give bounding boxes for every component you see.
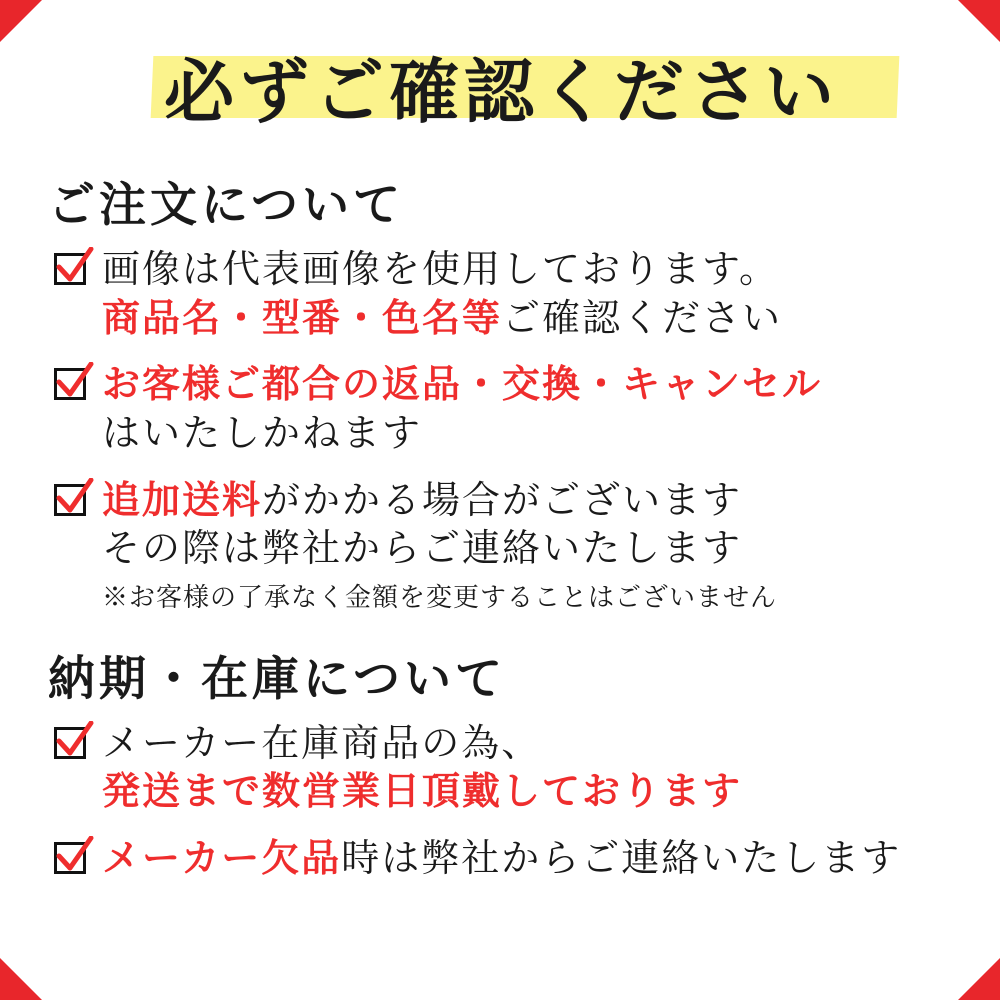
notice-item-text [102, 360, 958, 457]
notice-line [102, 409, 958, 458]
notice-item-text [102, 834, 958, 883]
body-text: その際は弊社からご連絡いたします [102, 526, 743, 571]
body-text: ご確認ください [502, 295, 783, 340]
notice-footnote: ※お客様の了承なく金額を変更することはございません [102, 582, 778, 613]
corner-decoration-bottom-left [0, 958, 42, 1000]
notice-item [42, 834, 958, 883]
corner-decoration-top-left [0, 0, 42, 42]
checkbox-checked-icon [52, 840, 92, 880]
notice-line [102, 245, 958, 294]
notice-line [102, 294, 958, 343]
notice-item-text [102, 476, 958, 614]
sections-container [42, 168, 958, 883]
emphasis-text: 追加送料 [102, 476, 263, 522]
notice-line [102, 834, 958, 883]
checkbox-checked-icon [52, 366, 92, 406]
emphasis-text: お客様ご都合の返品・交換・キャンセル [102, 361, 823, 407]
checkbox-checked-icon [52, 251, 92, 291]
notice-line [102, 767, 958, 816]
notice-item [42, 360, 958, 457]
notice-line [102, 524, 958, 573]
notice-line [102, 360, 958, 409]
page-title-text: 必ずご確認ください [164, 50, 839, 133]
body-text: がかかる場合がございます [262, 477, 743, 522]
emphasis-text: 発送まで数営業日頂戴しております [102, 768, 743, 814]
checkbox-checked-icon [52, 482, 92, 522]
body-text: 画像は代表画像を使用しております。 [102, 247, 779, 291]
body-text: メーカー在庫商品の為、 [102, 720, 542, 765]
body-text: はいたしかねます [102, 410, 423, 455]
notice-item [42, 719, 958, 816]
body-text: 時は弊社からご連絡いたします [341, 836, 902, 880]
notice-item-text [102, 719, 958, 816]
corner-decoration-top-right [958, 0, 1000, 42]
notice-line [102, 719, 958, 768]
page-title [142, 30, 898, 142]
checkbox-checked-icon [52, 725, 92, 765]
emphasis-text: メーカー欠品 [102, 835, 342, 880]
notice-item-text [102, 245, 958, 342]
section-heading: 納期・在庫について [48, 651, 507, 707]
emphasis-text: 商品名・型番・色名等 [102, 294, 503, 340]
notice-item [42, 245, 958, 342]
corner-decoration-bottom-right [958, 958, 1000, 1000]
notice-line [102, 476, 958, 525]
section-heading: ご注文について [48, 178, 405, 233]
notice-item [42, 476, 958, 614]
